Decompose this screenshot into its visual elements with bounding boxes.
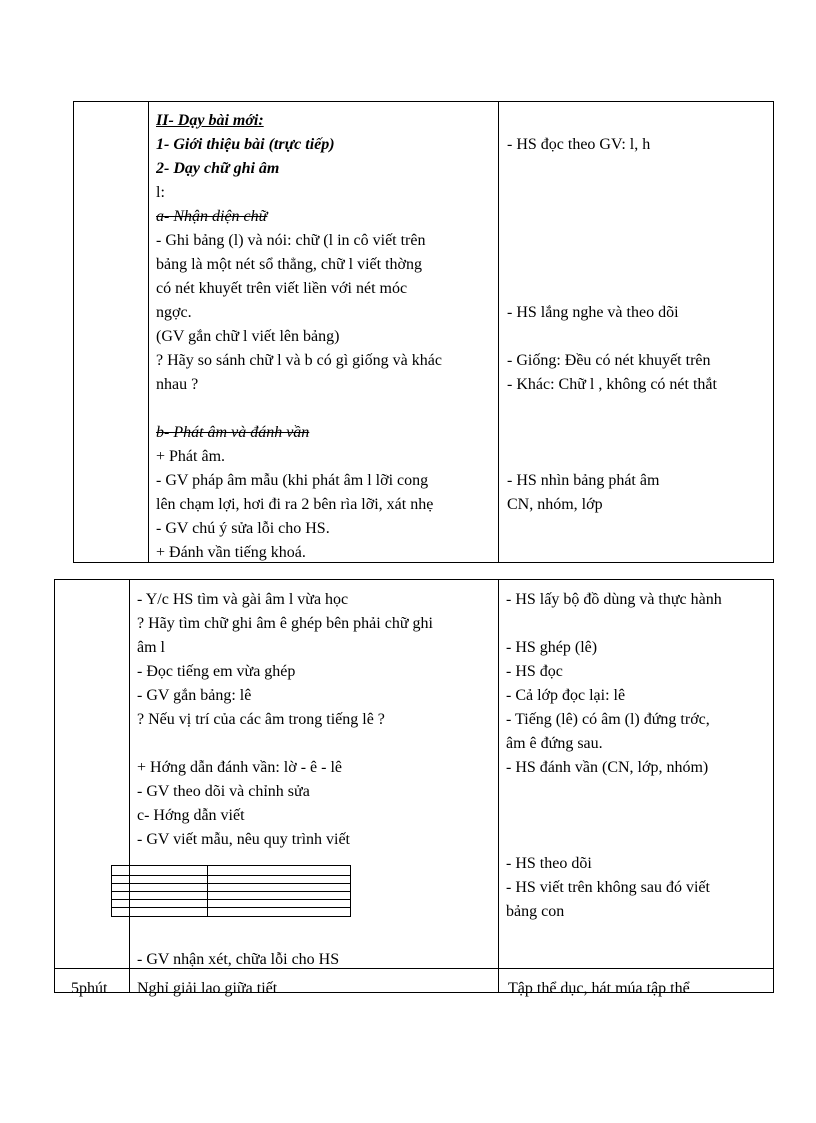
table-1-divider-2 [498,102,499,562]
text-line: - HS lấy bộ đồ dùng và thực hành [506,591,722,608]
text-line: - HS nhìn bảng phát âm [507,472,660,489]
text-line: - GV pháp âm mẫu (khi phát âm l lỡi cong [156,472,429,489]
text-line [507,277,771,301]
text-line [156,397,496,421]
footer-activity: Nghỉ giải lao giữa tiết [137,980,278,997]
text-line: âm l [137,639,165,656]
table-2-divider-1 [129,580,130,992]
text-line: 2- Dạy chữ ghi âm [156,160,280,177]
lesson-table-1 [73,101,774,563]
text-line [507,397,771,421]
writing-guide-grid [111,865,351,917]
text-line: - HS đọc theo GV: l, h [507,136,651,153]
text-line [507,181,771,205]
footer-time: 5phút [71,980,108,997]
text-line: - HS đọc [506,663,563,680]
text-line: - Cả lớp đọc lại: lê [506,687,626,704]
text-line: - Giống: Đều có nét khuyết trên [507,352,711,369]
text-line: - GV gắn bảng: lê [137,687,252,704]
text-line: - HS theo dõi [506,855,592,872]
table-2-teacher-column [137,588,495,852]
text-line [506,780,770,804]
text-line: - HS đánh vần (CN, lớp, nhóm) [506,759,709,776]
text-line [507,109,771,133]
text-line: - HS ghép (lê) [506,639,598,656]
text-line [506,804,770,828]
text-line [507,421,771,445]
text-line: - GV chú ý sửa lỗi cho HS. [156,520,330,537]
table-1-divider-1 [148,102,149,562]
text-line: CN, nhóm, lớp [507,496,603,513]
text-line: ngợc. [156,304,192,321]
writing-grid-line [112,883,350,884]
table-2-teacher-note: - GV nhận xét, chữa lỗi cho HS [137,951,340,968]
text-line [507,253,771,277]
text-line [507,325,771,349]
text-line: - HS lắng nghe và theo dõi [507,304,679,321]
text-line [506,828,770,852]
text-line: (GV gắn chữ l viết lên bảng) [156,328,340,345]
text-line: - Ghi bảng (l) và nói: chữ (l in cô viết trên [156,232,426,249]
writing-grid-line [112,899,350,900]
table-1-student-column [507,109,771,562]
text-line: ? Hãy tìm chữ ghi âm ê ghép bên phải chữ ghi [137,615,433,632]
text-line [507,445,771,469]
text-line: + Phát âm. [156,448,226,465]
text-line: bảng là một nét sổ thẳng, chữ l viết thờng [156,256,422,273]
text-line: nhau ? [156,376,199,393]
footer-student-activity: Tập thể dục, hát múa tập thể [508,980,690,997]
text-line: + Hớng dẫn đánh vần: lờ - ê - lê [137,759,342,776]
text-line: II- Dạy bài mới: [156,112,264,129]
text-line: - Tiếng (lê) có âm (l) đứng trớc, [506,711,710,728]
lesson-table-2 [54,579,774,997]
writing-grid-line [112,891,350,892]
text-line: a- Nhận diện chữ [156,208,268,225]
text-line: ? Nếu vị trí của các âm trong tiếng lê ? [137,711,385,728]
text-line: - GV theo dõi và chỉnh sửa [137,783,310,800]
text-line [507,157,771,181]
text-line: lên chạm lợi, hơi đi ra 2 bên rìa lỡi, xát nhẹ [156,496,434,513]
text-line [137,732,495,756]
text-line: âm ê đứng sau. [506,735,603,752]
text-line: - HS viết trên không sau đó viết [506,879,710,896]
text-line: ? Hãy so sánh chữ l và b có gì giống và khác [156,352,442,369]
table-1-teacher-column [156,109,496,562]
text-line: b- Phát âm và đánh vần [156,424,310,441]
text-line [506,612,770,636]
text-line [507,205,771,229]
text-line: - Đọc tiếng em vừa ghép [137,663,296,680]
text-line [507,229,771,253]
text-line: - Y/c HS tìm và gài âm l vừa học [137,591,349,608]
text-line: c- Hớng dẫn viết [137,807,245,824]
text-line: l: [156,184,165,201]
text-line: - Khác: Chữ l , không có nét thắt [507,376,717,393]
table-2-student-column [506,588,770,924]
text-line: + Đánh vần tiếng khoá. [156,544,306,561]
text-line: bảng con [506,903,565,920]
table-2-divider-2 [498,580,499,992]
text-line: 1- Giới thiệu bài (trực tiếp) [156,136,335,153]
text-line: có nét khuyết trên viết liền với nét móc [156,280,408,297]
text-line: - GV viết mẫu, nêu quy trình viết [137,831,350,848]
writing-grid-line [112,875,350,876]
writing-grid-line [112,907,350,908]
